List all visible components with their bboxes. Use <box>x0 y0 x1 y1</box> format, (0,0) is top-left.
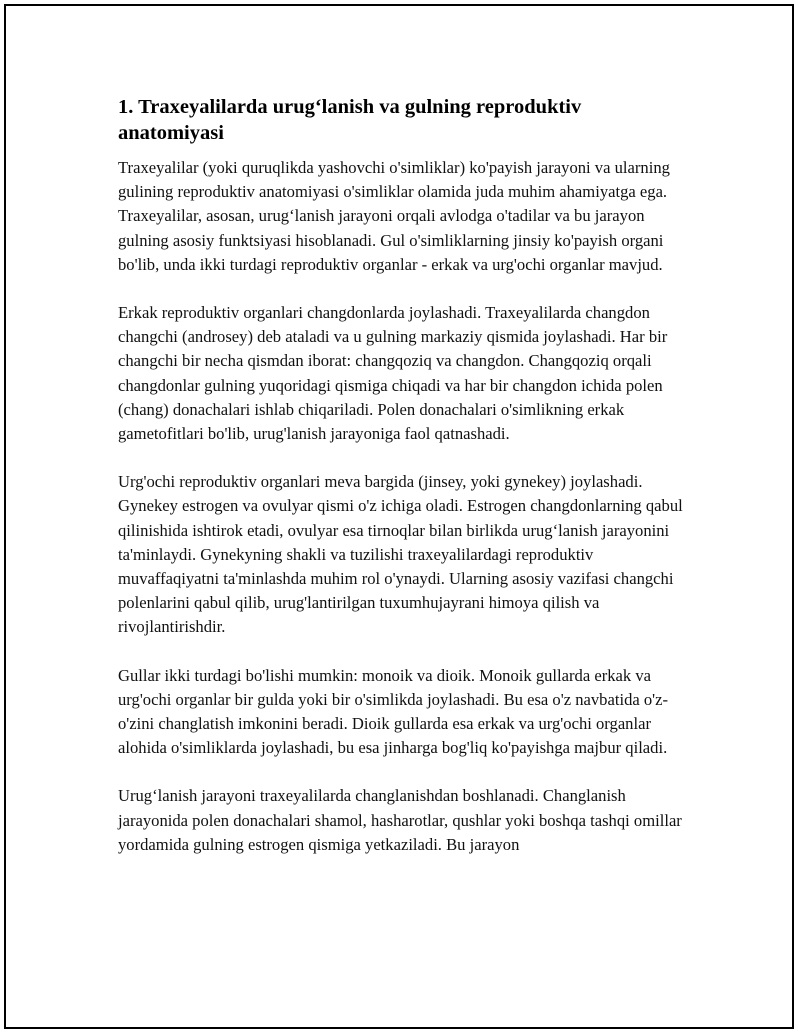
paragraph-2: Erkak reproduktiv organlari changdonlarda joylashadi. Traxeyalilarda changdon changchi (androsey) deb ataladi va u gulning markaziy qismida joylashadi. Har bir changchi bir necha qismdan iborat: changqoziq va changdon. Changqoziq orqali changdonlar gulning yuqoridagi qismiga chiqadi va har bir changdon ichida polen (chang) donachalari ishlab chiqariladi. Polen donachalari o'simlikning erkak gametofitlari bo'lib, urug'lanish jarayoniga faol qatnashadi. <box>118 303 668 444</box>
paragraph-1: Traxeyalilar (yoki quruqlikda yashovchi o'simliklar) ko'payish jarayoni va ularning gulining reproduktiv anatomiyasi o'simliklar olamida juda muhim ahamiyatga ega. Traxeyalilar, asosan, urug‘lanish jarayoni orqali avlodga o'tadilar va bu jarayon gulning asosiy funktsiyasi hisoblanadi. Gul o'simliklarning jinsiy ko'payish organi bo'lib, unda ikki turdagi reproduktiv organlar - erkak va urg'ochi organlar mavjud. <box>118 158 670 274</box>
paragraph-3: Urg'ochi reproduktiv organlari meva bargida (jinsey, yoki gynekey) joylashadi. Gynekey estrogen va ovulyar qismi o'z ichiga oladi. Estrogen changdonlarning qabul qilinishida ishtirok etadi, ovulyar esa tirnoqlar bilan birlikda urug‘lanish jarayonini ta'minlaydi. Gynekyning shakli va tuzilishi traxeyalilardagi reproduktiv muvaffaqiyatni ta'minlashda muhim rol o'ynaydi. Ularning asosiy vazifasi changchi polenlarini qabul qilib, urug'lantirilgan tuxumhujayrani himoya qilish va rivojlantirishdir. <box>118 472 683 637</box>
section-heading: 1. Traxeyalilarda urug‘lanish va gulning reproduktiv anatomiyasi <box>118 96 582 144</box>
paragraph-4: Gullar ikki turdagi bo'lishi mumkin: monoik va dioik. Monoik gullarda erkak va urg'ochi organlar bir gulda yoki bir o'simlikda joylashadi. Bu esa o'z navbatida o'z-o'zini changlatish imkonini beradi. Dioik gullarda esa erkak va urg'ochi organlar alohida o'simliklarda joylashadi, bu esa jinharga bog'liq ko'payishga majbur qiladi. <box>118 665 669 758</box>
paragraph-5: Urug‘lanish jarayoni traxeyalilarda changlanishdan boshlanadi. Changlanish jarayonida polen donachalari shamol, hasharotlar, qushlar yoki boshqa tashqi omillar yordamida gulning estrogen qismiga yetkaziladi. Bu jarayon <box>118 786 682 854</box>
document-body <box>118 94 690 881</box>
